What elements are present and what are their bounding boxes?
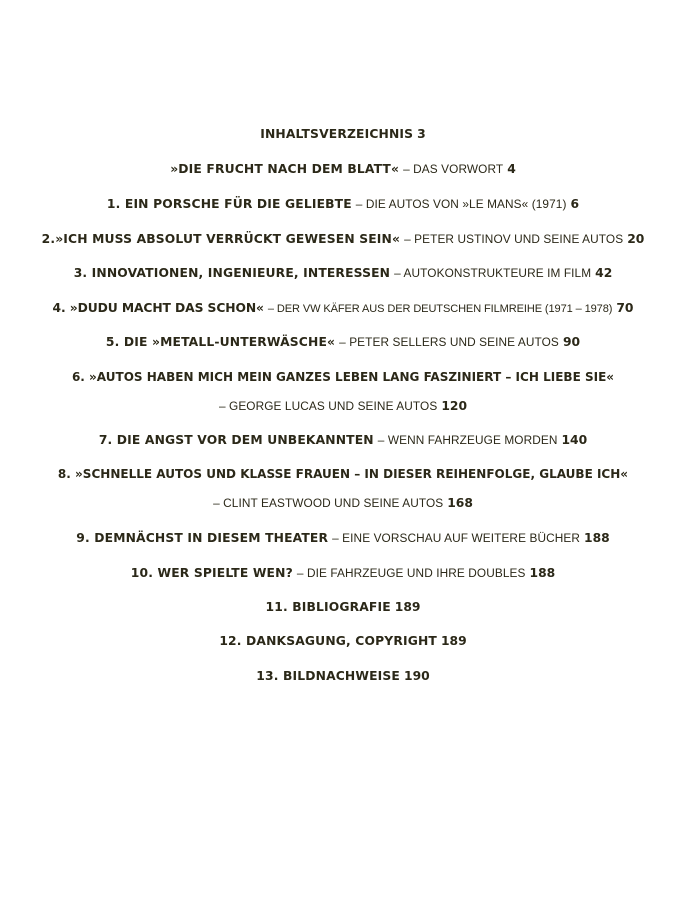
toc-heading-page: 3 [417,127,426,141]
entry-page: 70 [616,301,634,315]
entry-page: 168 [447,496,473,510]
toc-entry-6-line2 [0,396,686,416]
entry-title: 9. DEMNÄCHST IN DIESEM THEATER [76,531,329,545]
entry-page: 188 [584,531,610,545]
entry-subtitle: – DAS VORWORT [403,162,504,176]
toc-entry-1 [0,194,686,214]
entry-page: 189 [394,600,421,614]
toc-entry-8 [0,464,686,484]
toc-entry-5 [0,332,686,352]
entry-page: 188 [529,566,556,580]
toc-heading-title: INHALTSVERZEICHNIS [260,127,414,141]
toc-entry-11 [0,597,686,617]
entry-page: 189 [440,634,467,648]
entry-title: 8. »SCHNELLE AUTOS UND KLASSE FRAUEN – IN DIESER REIHENFOLGE, GLAUBE ICH« [57,467,629,481]
entry-subtitle: – DIE FAHRZEUGE UND IHRE DOUBLES [296,566,526,580]
entry-subtitle: – DER VW KÄFER AUS DER DEUTSCHEN FILMREIHE (1971 – 1978) [267,303,613,315]
entry-title: 13. BILDNACHWEISE [256,669,400,683]
entry-title: »DIE FRUCHT NACH DEM BLATT« [170,162,400,176]
entry-subtitle: – WENN FAHRZEUGE MORDEN [377,433,558,447]
entry-page: 6 [570,197,580,211]
entry-title: 1. EIN PORSCHE FÜR DIE GELIEBTE [106,197,352,211]
entry-subtitle: – PETER USTINOV UND SEINE AUTOS [404,232,624,246]
entry-title: 3. INNOVATIONEN, INGENIEURE, INTERESSEN [73,266,391,280]
toc-entry-13 [0,666,686,686]
toc-entry-vorwort [0,159,686,179]
entry-title: 10. WER SPIELTE WEN? [130,566,293,580]
entry-title: 2.»ICH MUSS ABSOLUT VERRÜCKT GEWESEN SEIN« [41,232,401,246]
entry-page: 20 [627,232,645,246]
entry-page: 120 [441,399,468,413]
entry-subtitle: – EINE VORSCHAU AUF WEITERE BÜCHER [332,531,580,545]
entry-subtitle: – AUTOKONSTRUKTEURE IM FILM [394,266,592,280]
entry-page: 4 [507,162,516,176]
toc-entry-2 [0,229,686,249]
toc-entry-10 [0,563,686,583]
entry-title: 6. »AUTOS HABEN MICH MEIN GANZES LEBEN LANG FASZINIERT – ICH LIEBE SIE« [71,370,615,384]
entry-title: 11. BIBLIOGRAFIE [265,600,391,614]
entry-title: 4. »DUDU MACHT DAS SCHON« [52,301,264,315]
toc-entry-9 [0,528,686,548]
entry-page: 90 [562,335,581,349]
entry-subtitle: – CLINT EASTWOOD UND SEINE AUTOS [213,496,444,510]
entry-subtitle: – GEORGE LUCAS UND SEINE AUTOS [218,399,438,413]
toc-entry-3 [0,263,686,283]
entry-title: 7. DIE ANGST VOR DEM UNBEKANNTEN [98,433,374,447]
entry-subtitle: – PETER SELLERS UND SEINE AUTOS [339,335,559,349]
toc-entry-12 [0,631,686,651]
entry-title: 5. DIE »METALL-UNTERWÄSCHE« [105,335,336,349]
entry-page: 190 [404,669,430,683]
toc-heading [0,124,686,144]
entry-page: 140 [561,433,588,447]
toc-entry-8-line2 [0,493,686,513]
entry-subtitle: – DIE AUTOS VON »LE MANS« (1971) [355,197,567,211]
toc-entry-7 [0,430,686,450]
entry-title: 12. DANKSAGUNG, COPYRIGHT [219,634,437,648]
entry-page: 42 [595,266,613,280]
toc-entry-6 [0,367,686,387]
toc-entry-4 [0,298,686,318]
